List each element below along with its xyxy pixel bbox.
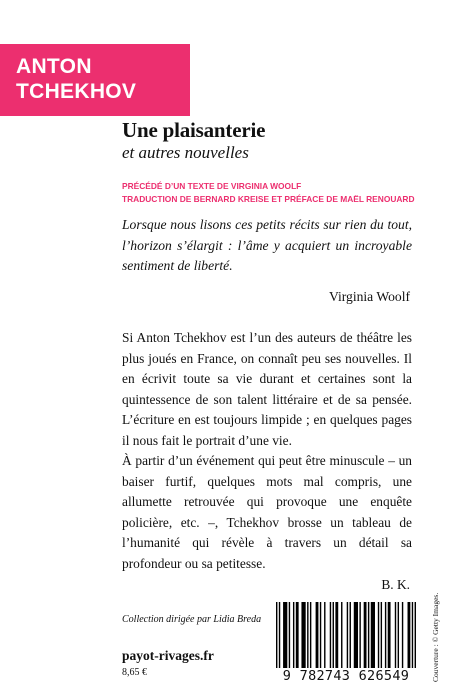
isbn-number: 9 782743 626549 (282, 668, 410, 684)
barcode-bar (296, 602, 299, 668)
barcode-bar (364, 602, 367, 668)
credits-block (122, 180, 415, 206)
book-title: Une plaisanterie (122, 118, 266, 142)
barcode-bar (381, 602, 382, 668)
barcode-bar (301, 602, 305, 668)
isbn-barcode (276, 602, 416, 668)
barcode-bar (398, 602, 399, 668)
barcode-bar (316, 602, 319, 668)
barcode-bar (395, 602, 396, 668)
translation-credit: TRADUCTION DE BERNARD KREISE ET PRÉFACE DE MAËL RENOUARD (122, 194, 415, 204)
publisher-website: payot-rivages.fr (122, 648, 214, 663)
epigraph-quote: Lorsque nous lisons ces petits récits sur rien du tout, l’horizon s’élargit : l’âme y acquiert un incroyable sentiment de liberté. (122, 217, 412, 273)
barcode-bar (408, 602, 411, 668)
barcode-bar (289, 602, 290, 668)
collection-editor: Collection dirigée par Lidia Breda (122, 614, 262, 625)
preface-credit: PRÉCÉDÉ D’UN TEXTE DE VIRGINIA WOOLF (122, 181, 302, 191)
price-label: 8,65 € (122, 667, 147, 678)
barcode-bar (347, 602, 348, 668)
blurb-paragraph-2: À partir d’un événement qui peut être minuscule – un baiser furtif, quelques mots mal compris, une allumette retrouvée qui provoque une enquête policière, etc. –, Tchekhov brosse un tableau de l’humanité qui révèle à travers un détail sa profondeur ou sa petitesse. (122, 453, 412, 571)
barcode-bar (378, 602, 379, 668)
barcode-bar (415, 602, 416, 668)
barcode-bar (283, 602, 287, 668)
barcode-bar (412, 602, 413, 668)
barcode-bar (307, 602, 308, 668)
quote-author: Virginia Woolf (328, 289, 410, 304)
barcode-bar (293, 602, 294, 668)
barcode-bar (371, 602, 375, 668)
barcode-bar (385, 602, 386, 668)
blurb-text (122, 328, 412, 574)
barcode-bar (388, 602, 391, 668)
barcode-bar (350, 602, 351, 668)
barcode-bar (402, 602, 403, 668)
barcode-bar (279, 602, 280, 668)
blurb-signature: B. K. (381, 577, 410, 592)
barcode-bar (359, 602, 360, 668)
barcode-bar (276, 602, 277, 668)
barcode-bar (330, 602, 331, 668)
barcode-bar (354, 602, 358, 668)
blurb-paragraph-1: Si Anton Tchekhov est l’un des auteurs de théâtre les plus joués en France, on connaît peu ses nouvelles. Il en écrivit toute sa vie durant et certaines sont la quintessence de son talent littéraire et de sa pensée. L’écriture en est toujours limpide ; en quelques pages il nous fait le portrait d’une vie. (122, 330, 412, 448)
author-banner (0, 44, 190, 116)
barcode-bar (368, 602, 369, 668)
barcode-bar (320, 602, 321, 668)
cover-photo-credit: Couverture : © Getty Images. (431, 592, 440, 682)
barcode-bar (310, 602, 311, 668)
book-subtitle: et autres nouvelles (122, 143, 249, 162)
barcode-bar (324, 602, 325, 668)
author-first-name: ANTON (16, 55, 92, 78)
barcode-bar (341, 602, 342, 668)
barcode-bar (333, 602, 334, 668)
author-last-name: TCHEKHOV (16, 80, 137, 103)
barcode-bar (335, 602, 338, 668)
